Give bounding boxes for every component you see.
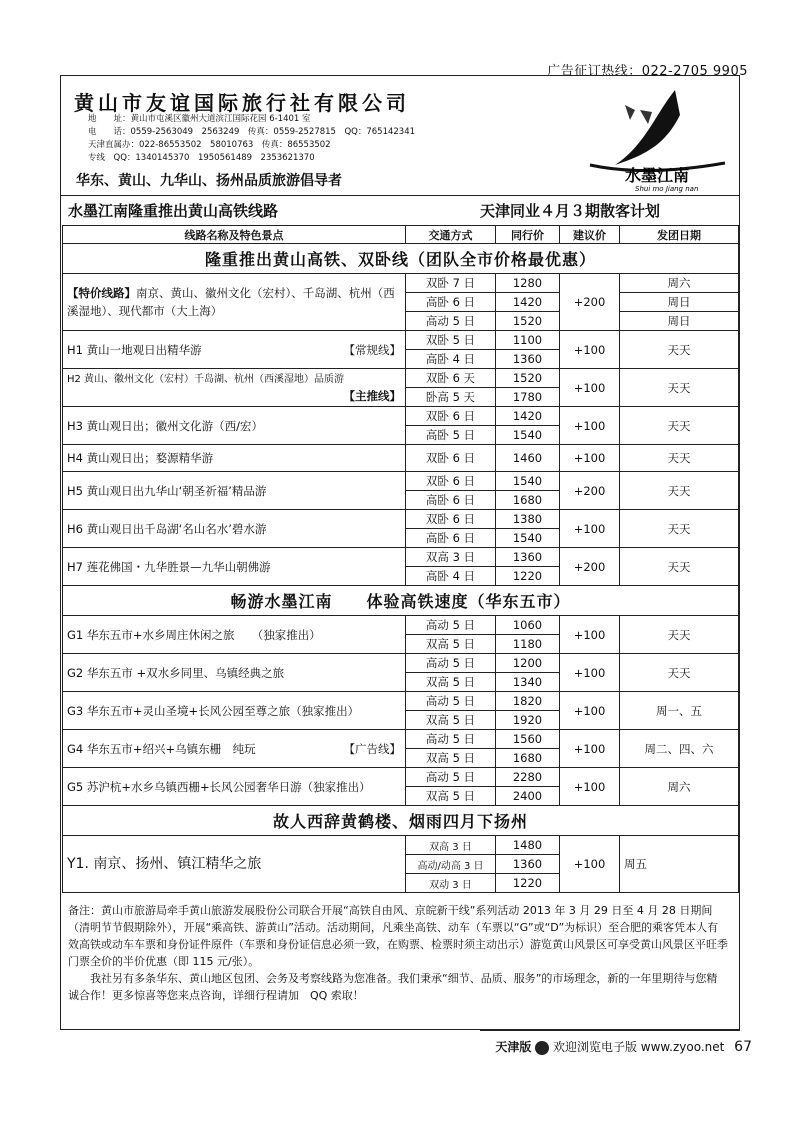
route-title: H1 黄山一地观日出精华游 — [67, 342, 202, 357]
transport: 高动 5 日 — [406, 312, 496, 331]
peer-price: 1540 — [496, 472, 560, 491]
section-title: 故人西辞黄鹤楼、烟雨四月下扬州 — [63, 806, 739, 836]
edition-logo-icon — [535, 1041, 549, 1055]
special-desc: 南京、黄山、徽州文化（宏村）、千岛湖、杭州（西溪湿地）、现代都市（大上海） — [67, 286, 395, 318]
peer-price: 1380 — [496, 510, 560, 529]
header-date: 发团日期 — [620, 226, 739, 244]
suggest-price: +100 — [560, 692, 620, 730]
peer-price: 1680 — [496, 491, 560, 510]
peer-price: 1220 — [496, 874, 560, 893]
peer-price: 2400 — [496, 787, 560, 806]
peer-price: 1460 — [496, 445, 560, 472]
transport: 高动 5 日 — [406, 730, 496, 749]
subtitle-left: 水墨江南隆重推出黄山高铁线路 — [68, 202, 279, 220]
transport: 双卧 6 日 — [406, 472, 496, 491]
table-row — [63, 768, 739, 787]
suggest-price: +100 — [560, 768, 620, 806]
peer-price: 1360 — [496, 350, 560, 369]
transport: 高卧 6 日 — [406, 293, 496, 312]
date: 周六 — [620, 274, 739, 293]
route-tag: 【广告线】 — [343, 741, 401, 756]
logo-subtext: Shui mo Jiang nan — [635, 185, 699, 193]
peer-price: 1520 — [496, 312, 560, 331]
header-transport: 交通方式 — [406, 226, 496, 244]
routes-table — [62, 225, 739, 893]
table-row — [63, 274, 739, 293]
suggest-price: +200 — [560, 548, 620, 586]
peer-price: 1360 — [496, 855, 560, 874]
transport: 双高 3 日 — [406, 548, 496, 567]
transport: 高动 5 日 — [406, 768, 496, 787]
hotline-qq: 专线 QQ：1340145370 1950561489 2353621370 — [88, 153, 315, 163]
route-name: G1 华东五市+水乡周庄休闲之旅 （独家推出） — [63, 616, 406, 654]
date: 天天 — [620, 445, 739, 472]
table-row — [63, 654, 739, 673]
peer-price: 1680 — [496, 749, 560, 768]
section-row — [63, 586, 739, 616]
company-phone: 电 话：0559-2563049 2563249 传真：0559-2527815 QQ：765142341 — [88, 127, 416, 137]
peer-price: 1280 — [496, 274, 560, 293]
shuimo-jiangnan-logo — [585, 85, 735, 195]
transport: 双卧 6 天 — [406, 369, 496, 388]
route-tag: 【主推线】 — [343, 388, 401, 403]
transport: 高动 5 日 — [406, 692, 496, 711]
table-row — [63, 369, 739, 388]
transport: 高动 5 日 — [406, 654, 496, 673]
date: 天天 — [620, 369, 739, 407]
date: 周二、四、六 — [620, 730, 739, 768]
date: 天天 — [620, 548, 739, 586]
route-title: G4 华东五市+绍兴+乌镇东栅 纯玩 — [67, 741, 256, 756]
peer-price: 1520 — [496, 369, 560, 388]
footer-brand: 天津版 — [495, 1040, 532, 1054]
peer-price: 1920 — [496, 711, 560, 730]
header-divider — [60, 195, 740, 196]
peer-price: 1220 — [496, 567, 560, 586]
company-slogan: 华东、黄山、九华山、扬州品质旅游倡导者 — [76, 173, 342, 189]
route-name: H5 黄山观日出九华山‘朝圣祈福’精品游 — [63, 472, 406, 510]
section-row — [63, 806, 739, 836]
tianjin-office: 天津直属办：022-86553502 58010763 传真：86553502 — [88, 140, 331, 150]
ad-hotline: 广告征订热线：022-2705 9905 — [547, 64, 748, 79]
subtitle-right: 天津同业４月３期散客计划 — [480, 202, 661, 220]
table-row — [63, 331, 739, 350]
page-number: 67 — [734, 1039, 752, 1055]
table-row — [63, 692, 739, 711]
date: 天天 — [620, 616, 739, 654]
transport: 双卧 5 日 — [406, 331, 496, 350]
transport: 双卧 6 日 — [406, 407, 496, 426]
transport: 双高 5 日 — [406, 711, 496, 730]
suggest-price: +100 — [560, 369, 620, 407]
table-row — [63, 730, 739, 749]
peer-price: 1200 — [496, 654, 560, 673]
route-name: G5 苏沪杭+水乡乌镇西栅+长风公园奢华日游（独家推出） — [63, 768, 406, 806]
peer-price: 1360 — [496, 548, 560, 567]
route-name: H7 莲花佛国・九华胜景—九华山朝佛游 — [63, 548, 406, 586]
date: 天天 — [620, 331, 739, 369]
route-tag: 【常规线】 — [343, 342, 401, 357]
table-row — [63, 445, 739, 472]
transport: 双高 5 日 — [406, 673, 496, 692]
peer-price: 1820 — [496, 692, 560, 711]
peer-price: 1340 — [496, 673, 560, 692]
table-row — [63, 548, 739, 567]
peer-price: 1420 — [496, 293, 560, 312]
transport: 高卧 4 日 — [406, 567, 496, 586]
peer-price: 1100 — [496, 331, 560, 350]
route-name: Y1. 南京、扬州、镇江精华之旅 — [63, 836, 406, 893]
table-row — [63, 510, 739, 529]
transport: 高卧 4 日 — [406, 350, 496, 369]
suggest-price: +100 — [560, 445, 620, 472]
route-name: G2 华东五市 +双水乡同里、乌镇经典之旅 — [63, 654, 406, 692]
table-row — [63, 616, 739, 635]
suggest-price: +200 — [560, 472, 620, 510]
section-row — [63, 244, 739, 274]
table-row — [63, 836, 739, 855]
note-paragraph-1: 备注：黄山市旅游局牵手黄山旅游发展股份公司联合开展“高铁自由风、京皖新干线”系列活动 2013 年 3 月 29 日至 4 月 28 日期间（清明节节假期除外），开展“乘高铁、游黄山”活动。活动期间，凡乘坐高铁、动车（车票以“G”或“D”为标识）至合肥的乘客凭本人有效高铁或动车车票和身份证件原件（车票和身份证信息必须一致，在购票、检票时须主动出示）游览黄山风景区可享受黄山风景区平旺季门票全价的半价优惠（即 115 元/张）。 — [68, 904, 728, 968]
route-name — [63, 730, 406, 768]
header-peer-price: 同行价 — [496, 226, 560, 244]
suggest-price: +100 — [560, 616, 620, 654]
suggest-price: +100 — [560, 407, 620, 445]
peer-price: 1480 — [496, 836, 560, 855]
date: 天天 — [620, 654, 739, 692]
transport: 双卧 6 日 — [406, 510, 496, 529]
notes — [68, 902, 728, 1004]
transport: 高动/动高 3 日 — [406, 855, 496, 874]
transport: 高卧 6 日 — [406, 529, 496, 548]
peer-price: 1540 — [496, 426, 560, 445]
route-name: H6 黄山观日出千岛湖‘名山名水’碧水游 — [63, 510, 406, 548]
date: 周一、五 — [620, 692, 739, 730]
footer — [495, 1038, 752, 1055]
transport: 双高 3 日 — [406, 836, 496, 855]
table-row — [63, 472, 739, 491]
date: 天天 — [620, 510, 739, 548]
date: 周日 — [620, 293, 739, 312]
header-suggest-price: 建议价 — [560, 226, 620, 244]
note-paragraph-2: 我社另有多条华东、黄山地区包团、会务及考察线路为您准备。我们秉承“细节、品质、服务”的市场理念，新的一年里期待与您精诚合作！更多惊喜等您来点咨询，详细行程请加 QQ 索取！ — [68, 972, 718, 1002]
peer-price: 1540 — [496, 529, 560, 548]
suggest-price: +100 — [560, 836, 620, 893]
peer-price: 1060 — [496, 616, 560, 635]
company-name: 黄山市友谊国际旅行社有限公司 — [74, 91, 410, 115]
route-name — [63, 331, 406, 369]
peer-price: 2280 — [496, 768, 560, 787]
route-name: H3 黄山观日出；徽州文化游（西/宏） — [63, 407, 406, 445]
peer-price: 1780 — [496, 388, 560, 407]
table-header-row — [63, 226, 739, 244]
transport: 高卧 6 日 — [406, 491, 496, 510]
logo-text: 水墨江南 — [625, 166, 690, 185]
table-row — [63, 407, 739, 426]
transport: 双高 5 日 — [406, 787, 496, 806]
suggest-price: +100 — [560, 510, 620, 548]
footer-link[interactable]: 欢迎浏览电子版 www.zyoo.net — [552, 1040, 725, 1054]
route-name — [63, 274, 406, 331]
route-name — [63, 369, 406, 407]
route-name: G3 华东五市+灵山圣境+长风公园至尊之旅（独家推出） — [63, 692, 406, 730]
transport: 双卧 7 日 — [406, 274, 496, 293]
date: 天天 — [620, 472, 739, 510]
date: 周五 — [620, 836, 739, 893]
date: 周日 — [620, 312, 739, 331]
suggest-price: +100 — [560, 730, 620, 768]
peer-price: 1560 — [496, 730, 560, 749]
date: 天天 — [620, 407, 739, 445]
transport: 双卧 6 日 — [406, 445, 496, 472]
transport: 双高 5 日 — [406, 635, 496, 654]
transport: 双高 5 日 — [406, 749, 496, 768]
transport: 高卧 5 日 — [406, 426, 496, 445]
special-title: 【特价线路】 — [67, 286, 136, 300]
date: 周六 — [620, 768, 739, 806]
route-name: H4 黄山观日出；婺源精华游 — [63, 445, 406, 472]
route-title: H2 黄山、徽州文化（宏村）千岛湖、杭州（西溪湿地）品质游 — [67, 373, 345, 385]
header-route: 线路名称及特色景点 — [63, 226, 406, 244]
section-title: 隆重推出黄山高铁、双卧线（团队全市价格最优惠） — [63, 244, 739, 274]
transport: 卧高 5 天 — [406, 388, 496, 407]
peer-price: 1420 — [496, 407, 560, 426]
footer-divider — [480, 1030, 740, 1031]
suggest-price: +100 — [560, 654, 620, 692]
company-address: 地 址：黄山市屯溪区徽州大道滨江国际花园 6-1401 室 — [88, 114, 311, 124]
suggest-price: +200 — [560, 274, 620, 331]
suggest-price: +100 — [560, 331, 620, 369]
transport: 双动 3 日 — [406, 874, 496, 893]
peer-price: 1180 — [496, 635, 560, 654]
section-title: 畅游水墨江南 体验高铁速度（华东五市） — [63, 586, 739, 616]
transport: 高动 5 日 — [406, 616, 496, 635]
